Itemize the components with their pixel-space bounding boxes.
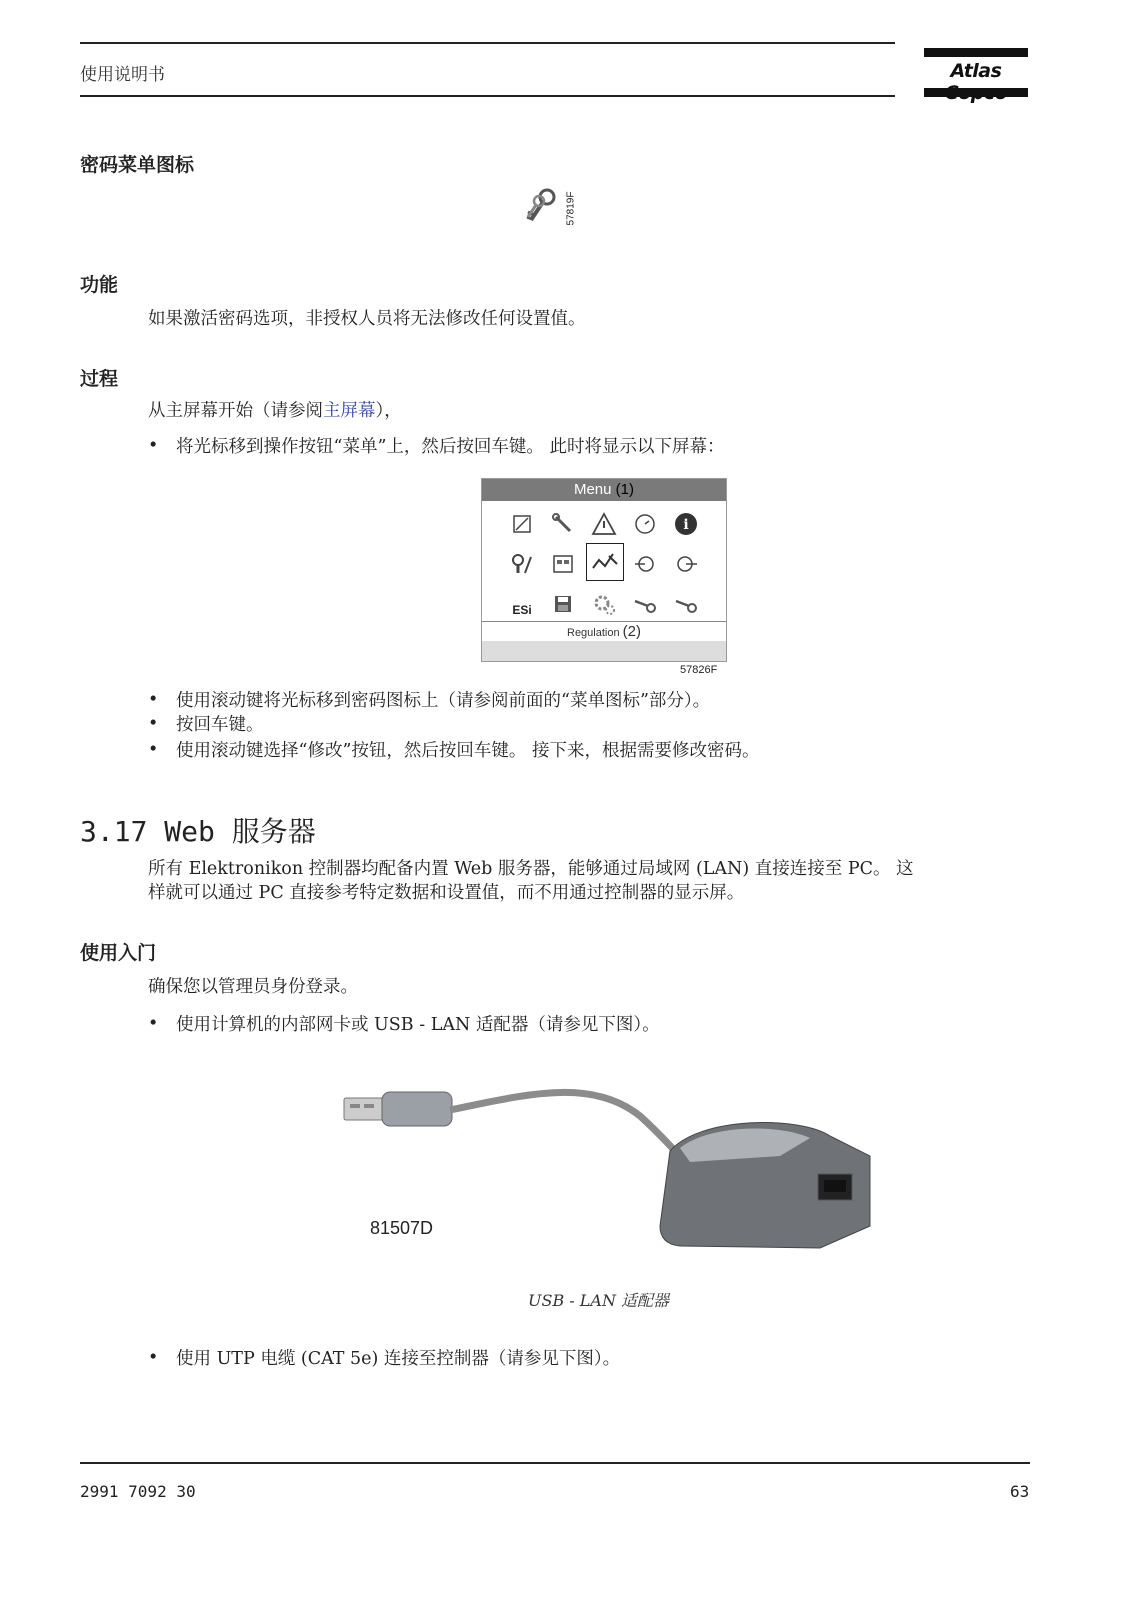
menu-title-bar: Menu (1) bbox=[482, 479, 726, 501]
password-icon-heading: 密码菜单图标 bbox=[80, 154, 195, 176]
menu-figure-code: 57826F bbox=[680, 664, 718, 676]
regulation-icon bbox=[586, 543, 624, 581]
function-heading: 功能 bbox=[80, 274, 119, 296]
menu-screen-figure bbox=[481, 478, 727, 662]
svg-text:i: i bbox=[683, 517, 689, 533]
footer-rule bbox=[80, 1462, 1030, 1464]
save-icon bbox=[550, 591, 576, 617]
info-icon bbox=[673, 511, 699, 537]
getting-started-step-2: 使用 UTP 电缆 (CAT 5e) 连接至控制器（请参见下图）。 bbox=[176, 1349, 621, 1369]
service-icon bbox=[509, 551, 535, 577]
wrench-icon bbox=[550, 511, 576, 537]
settings-icon bbox=[591, 591, 617, 617]
header-top-rule bbox=[80, 42, 895, 44]
bullet-dot: • bbox=[148, 690, 159, 710]
bullet-dot: • bbox=[148, 1348, 159, 1368]
inputs-icon bbox=[509, 511, 535, 537]
menu-footer-label: Regulation (2) bbox=[567, 623, 641, 640]
procedure-step-2: 使用滚动键将光标移到密码图标上（请参阅前面的“菜单图标”部分）。 bbox=[176, 691, 711, 711]
menu-bottom-bar bbox=[482, 641, 726, 661]
header-title: 使用说明书 bbox=[80, 65, 165, 85]
web-server-heading: 3.17 Web 服务器 bbox=[80, 815, 316, 848]
adapter-caption: USB - LAN 适配器 bbox=[528, 1291, 670, 1310]
warning-icon bbox=[591, 511, 617, 537]
procedure-heading: 过程 bbox=[80, 368, 119, 390]
bullet-dot: • bbox=[148, 740, 159, 760]
procedure-step-4: 使用滚动键选择“修改”按钮，然后按回车键。 接下来，根据需要修改密码。 bbox=[176, 741, 760, 761]
password-key-icon bbox=[632, 591, 658, 617]
page-number: 63 bbox=[1010, 1482, 1030, 1501]
adapter-figure-code: 81507D bbox=[370, 1218, 434, 1238]
header-bottom-rule bbox=[80, 95, 895, 97]
forward-arrow-icon bbox=[673, 551, 699, 577]
timer-icon bbox=[632, 511, 658, 537]
main-screen-link[interactable]: 主屏幕 bbox=[323, 401, 376, 421]
key-icon bbox=[525, 186, 561, 230]
key-figure-code: 57819F bbox=[565, 191, 577, 226]
procedure-step-1: 将光标移到操作按钮“菜单”上，然后按回车键。 此时将显示以下屏幕： bbox=[176, 437, 725, 457]
getting-started-heading: 使用入门 bbox=[80, 942, 157, 964]
getting-started-text: 确保您以管理员身份登录。 bbox=[148, 977, 358, 997]
function-text: 如果激活密码选项，非授权人员将无法修改任何设置值。 bbox=[148, 309, 586, 329]
web-server-text-line-2: 样就可以通过 PC 直接参考特定数据和设置值，而不用通过控制器的显示屏。 bbox=[148, 883, 745, 903]
procedure-step-3: 按回车键。 bbox=[176, 715, 264, 735]
bullet-dot: • bbox=[148, 436, 159, 456]
procedure-intro: 从主屏幕开始（请参阅主屏幕）， bbox=[148, 401, 402, 421]
bullet-dot: • bbox=[148, 714, 159, 734]
esi-label: ESi bbox=[512, 603, 532, 617]
event-history-icon bbox=[550, 551, 576, 577]
getting-started-step-1: 使用计算机的内部网卡或 USB - LAN 适配器（请参见下图）。 bbox=[176, 1015, 660, 1035]
menu-footer-separator bbox=[482, 621, 726, 622]
document-number: 2991 7092 30 bbox=[80, 1482, 196, 1501]
bullet-dot: • bbox=[148, 1014, 159, 1034]
back-arrow-icon bbox=[632, 551, 658, 577]
access-key-icon bbox=[673, 591, 699, 617]
web-server-text-line-1: 所有 Elektronikon 控制器均配备内置 Web 服务器，能够通过局域网 (LAN) 直接连接至 PC。 这 bbox=[148, 859, 914, 879]
